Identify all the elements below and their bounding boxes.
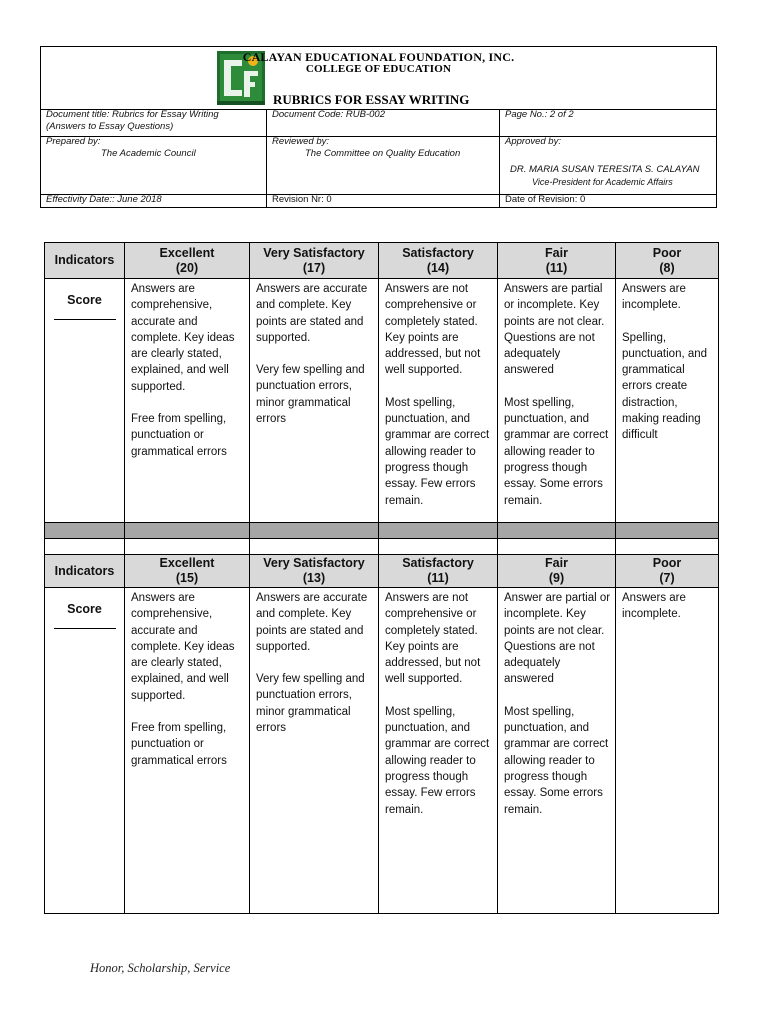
score-blank-line[interactable]	[54, 313, 116, 320]
approved-by-cell	[500, 136, 718, 194]
prepared-by-cell	[41, 136, 267, 194]
college-name: COLLEGE OF EDUCATION	[305, 63, 452, 75]
approved-by-label: Approved by:	[505, 136, 561, 147]
score-cell	[45, 279, 125, 523]
level-header	[125, 243, 250, 279]
separator-row-shaded	[45, 523, 719, 539]
level-header	[498, 555, 616, 588]
level-points: (14)	[426, 260, 450, 275]
reviewed-by-value: The Committee on Quality Education	[305, 148, 461, 159]
descriptor-text: Answers are not comprehensive or completely stated. Key points are addressed, but not well supported.	[385, 283, 481, 377]
document-code-cell	[267, 109, 500, 136]
document-title-sub: (Answers to Essay Questions)	[46, 121, 174, 132]
level-header	[616, 243, 719, 279]
descriptor-text: Answers are comprehensive, accurate and complete. Key ideas are clearly stated, explained, and well supported.	[131, 283, 235, 393]
revision-number: Revision Nr: 0	[272, 194, 332, 205]
level-header	[250, 555, 379, 588]
document-code: Document Code: RUB-002	[272, 109, 385, 120]
descriptor-text: Answers are accurate and complete. Key points are stated and supported.	[256, 283, 368, 344]
effectivity-date: Effectivity Date:: June 2018	[46, 194, 162, 205]
descriptor-text: Answers are partial or incomplete. Key points are not clear. Questions are not adequately answered	[504, 283, 605, 377]
page-number: Page No.: 2 of 2	[505, 109, 574, 120]
score-blank-line[interactable]	[54, 622, 116, 629]
rubric-header-row-1	[45, 243, 719, 279]
descriptor-text: Most spelling, punctuation, and grammar are correct allowing reader to progress though essay. Some errors remain.	[504, 396, 609, 507]
date-of-revision: Date of Revision: 0	[505, 194, 586, 205]
date-of-revision-cell	[500, 194, 718, 208]
level-header	[498, 243, 616, 279]
level-points: (11)	[545, 260, 568, 275]
descriptor-cell	[616, 588, 719, 914]
level-header	[379, 243, 498, 279]
level-points: (17)	[302, 260, 326, 275]
rubric-header-row-2	[45, 555, 719, 588]
level-name: Poor	[652, 245, 682, 260]
level-header	[616, 555, 719, 588]
descriptor-text: Answers are accurate and complete. Key points are stated and supported.	[256, 592, 368, 653]
descriptor-text: Spelling, punctuation, and grammatical errors create distraction, making reading difficult	[622, 331, 708, 442]
organization-name: CALAYAN EDUCATIONAL FOUNDATION, INC.	[242, 50, 515, 64]
score-label: Score	[67, 602, 102, 616]
meta-row-title	[41, 109, 716, 137]
descriptor-text: Most spelling, punctuation, and grammar are correct allowing reader to progress though essay. Some errors remain.	[504, 705, 609, 816]
document-title-value: Rubrics for Essay Writing	[112, 109, 219, 120]
meta-row-approvals	[41, 136, 716, 195]
level-points: (20)	[175, 260, 199, 275]
descriptor-cell	[379, 588, 498, 914]
descriptor-text: Answers are incomplete.	[622, 283, 686, 312]
level-name: Satisfactory	[402, 245, 474, 260]
descriptor-text: Most spelling, punctuation, and grammar are correct allowing reader to progress though essay. Few errors remain.	[385, 705, 490, 816]
level-points: (8)	[659, 260, 675, 275]
document-title-label: Document title:	[46, 109, 110, 120]
descriptor-text: Answers are comprehensive, accurate and complete. Key ideas are clearly stated, explained, and well supported.	[131, 592, 235, 702]
level-name: Very Satisfactory	[263, 245, 365, 260]
meta-row-dates	[41, 194, 716, 208]
separator-row-blank	[45, 539, 719, 555]
indicators-header	[45, 555, 125, 588]
descriptor-cell	[250, 279, 379, 523]
rubric-table	[44, 242, 719, 914]
descriptor-cell	[616, 279, 719, 523]
level-header	[250, 243, 379, 279]
descriptor-text: Free from spelling, punctuation or grammatical errors	[131, 722, 227, 767]
footer-motto: Honor, Scholarship, Service	[90, 961, 231, 975]
rubric-body-row-2	[45, 588, 719, 914]
page-number-cell	[500, 109, 718, 136]
header-title-area	[41, 47, 716, 110]
descriptor-cell	[498, 588, 616, 914]
level-name: Excellent	[159, 556, 215, 570]
descriptor-text: Answers are incomplete.	[622, 592, 686, 621]
level-header	[125, 555, 250, 588]
descriptor-cell	[125, 588, 250, 914]
level-points: (9)	[548, 571, 565, 585]
descriptor-cell	[379, 279, 498, 523]
document-heading: RUBRICS FOR ESSAY WRITING	[273, 92, 470, 107]
descriptor-cell	[125, 279, 250, 523]
descriptor-text: Most spelling, punctuation, and grammar are correct allowing reader to progress though essay. Few errors remain.	[385, 396, 490, 507]
prepared-by-value: The Academic Council	[101, 148, 196, 159]
level-name: Satisfactory	[402, 556, 474, 570]
descriptor-text: Answer are partial or incomplete. Key points are not clear. Questions are not adequately answered	[504, 592, 611, 686]
prepared-by-label: Prepared by:	[46, 136, 101, 147]
level-name: Poor	[652, 556, 682, 570]
descriptor-text: Answers are not comprehensive or completely stated. Key points are addressed, but not well supported.	[385, 592, 481, 686]
score-label: Score	[67, 293, 102, 307]
indicators-label: Indicators	[54, 563, 115, 578]
approver-title: Vice-President for Academic Affairs	[532, 177, 673, 187]
level-points: (15)	[175, 571, 199, 585]
effectivity-cell	[41, 194, 267, 208]
level-points: (13)	[302, 571, 326, 585]
reviewed-by-cell	[267, 136, 500, 194]
level-points: (11)	[427, 571, 449, 585]
level-points: (7)	[659, 571, 675, 585]
level-name: Fair	[545, 556, 568, 570]
descriptor-cell	[498, 279, 616, 523]
level-name: Fair	[545, 245, 568, 260]
descriptor-text: Very few spelling and punctuation errors, minor grammatical errors	[256, 673, 365, 735]
document-title-cell	[41, 109, 267, 136]
score-cell	[45, 588, 125, 914]
level-header	[379, 555, 498, 588]
revision-nr-cell	[267, 194, 500, 208]
level-name: Very Satisfactory	[263, 556, 365, 570]
indicators-label: Indicators	[54, 253, 115, 267]
rubric-body-row-1	[45, 279, 719, 523]
document-header	[40, 46, 717, 208]
reviewed-by-label: Reviewed by:	[272, 136, 330, 147]
descriptor-text: Very few spelling and punctuation errors, minor grammatical errors	[256, 364, 365, 426]
descriptor-cell	[250, 588, 379, 914]
approver-name: DR. MARIA SUSAN TERESITA S. CALAYAN	[510, 164, 700, 175]
descriptor-text: Free from spelling, punctuation or grammatical errors	[131, 413, 227, 458]
indicators-header	[45, 243, 125, 279]
level-name: Excellent	[159, 245, 215, 260]
